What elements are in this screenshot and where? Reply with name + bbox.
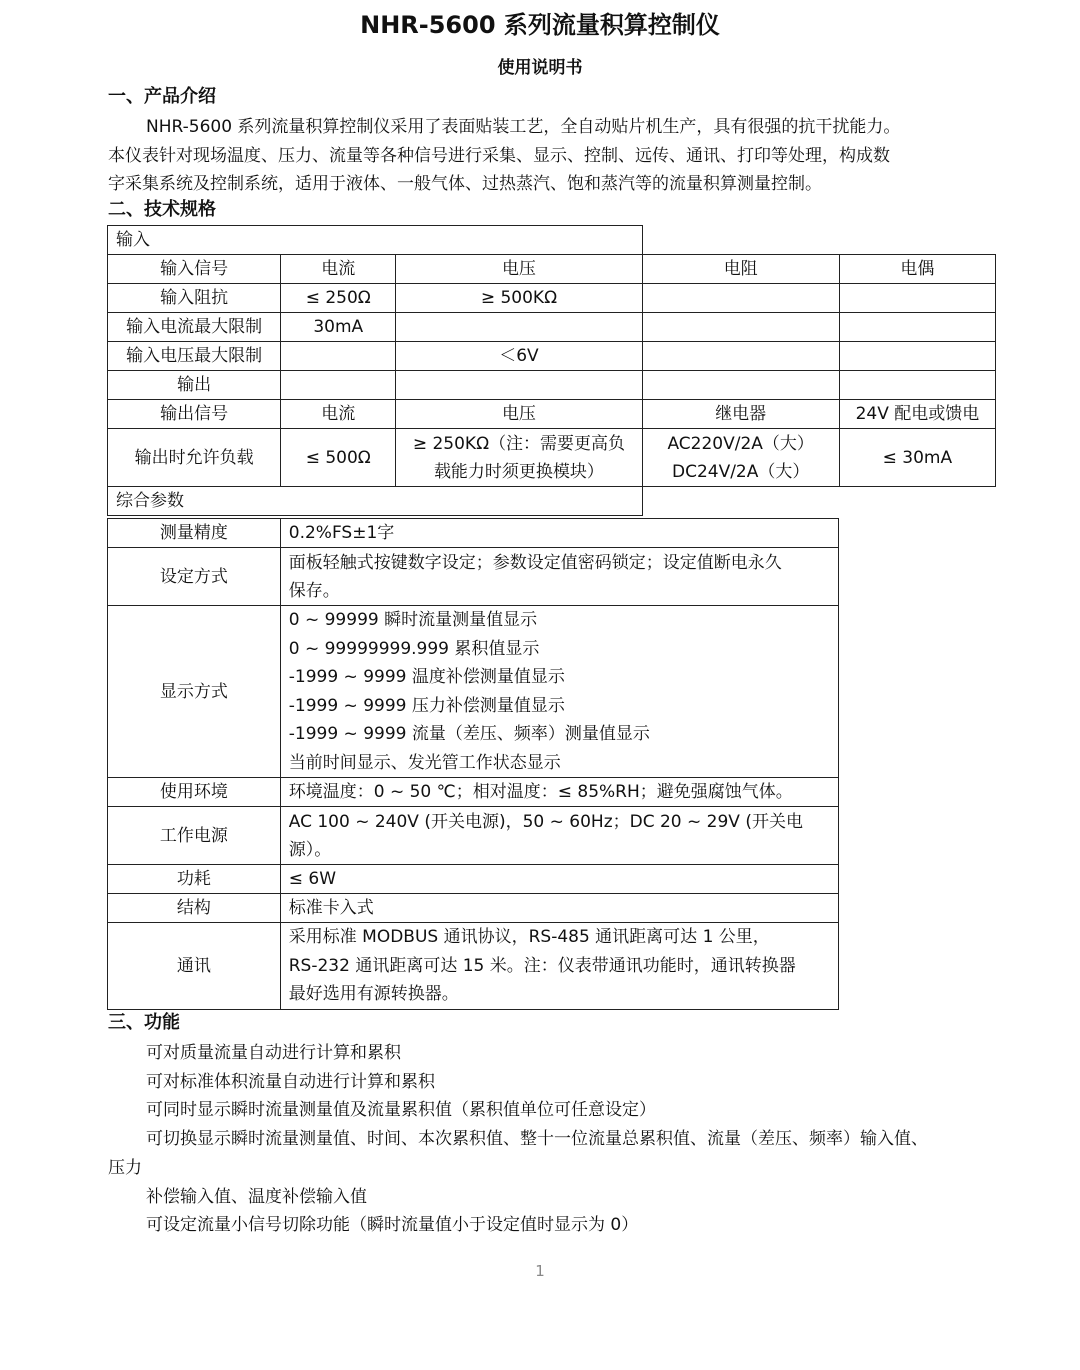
- table-row: [108, 778, 839, 807]
- table-cell: 电流: [281, 400, 396, 429]
- table-row: [108, 313, 996, 342]
- io-spec-table: [107, 225, 996, 516]
- table-cell: 0.2%FS±1字: [280, 519, 838, 548]
- table-cell: AC 100 ~ 240V (开关电源)，50 ~ 60Hz；DC 20 ~ 29V (开关电 源）。: [280, 807, 838, 865]
- table-row: [108, 519, 839, 548]
- section-heading-spec: 二、技术规格: [108, 199, 216, 220]
- section-heading-intro: 一、产品介绍: [108, 86, 216, 107]
- table-row: [108, 865, 839, 894]
- table-cell: 输入阻抗: [108, 284, 281, 313]
- table-cell: ≤ 250Ω: [281, 284, 396, 313]
- table-cell: 通讯: [108, 923, 281, 1010]
- table-cell: ≤ 500Ω: [281, 429, 396, 487]
- table-cell: ≤ 30mA: [839, 429, 995, 487]
- table-cell: 结构: [108, 894, 281, 923]
- input-label: 输入: [108, 226, 643, 255]
- table-cell: 设定方式: [108, 548, 281, 606]
- table-cell: 环境温度：0 ~ 50 ℃；相对温度：≤ 85%RH；避免强腐蚀气体。: [280, 778, 838, 807]
- document-title: NHR-5600 系列流量积算控制仪: [360, 11, 720, 39]
- table-row: [108, 894, 839, 923]
- table-cell: 24V 配电或馈电: [839, 400, 995, 429]
- table-cell: 电阻: [642, 255, 839, 284]
- output-label: 输出: [108, 371, 281, 400]
- section-heading-functions: 三、功能: [108, 1012, 180, 1033]
- function-item: 补偿输入值、温度补偿输入值: [146, 1186, 367, 1207]
- table-cell: 显示方式: [108, 606, 281, 778]
- function-item: 可切换显示瞬时流量测量值、时间、本次累积值、整十一位流量总累积值、流量（差压、频率）输入值、: [146, 1129, 928, 1150]
- functions-list: [108, 1039, 998, 1240]
- table-cell: 输入电流最大限制: [108, 313, 281, 342]
- table-row: [108, 342, 996, 371]
- table-cell: 输出信号: [108, 400, 281, 429]
- table-cell: 继电器: [642, 400, 839, 429]
- table-cell: 工作电源: [108, 807, 281, 865]
- page-number: 1: [535, 1262, 545, 1280]
- table-row: [108, 255, 996, 284]
- function-item: 可对标准体积流量自动进行计算和累积: [146, 1071, 435, 1092]
- table-cell: 测量精度: [108, 519, 281, 548]
- table-cell: 输出时允许负载: [108, 429, 281, 487]
- table-cell: 电压: [396, 255, 642, 284]
- table-cell: 30mA: [281, 313, 396, 342]
- table-row: [108, 606, 839, 778]
- function-item: 可设定流量小信号切除功能（瞬时流量值小于设定值时显示为 0）: [146, 1215, 639, 1236]
- table-cell: 使用环境: [108, 778, 281, 807]
- table-cell: 标准卡入式: [280, 894, 838, 923]
- table-cell: 功耗: [108, 865, 281, 894]
- table-cell: AC220V/2A（大） DC24V/2A（大）: [642, 429, 839, 487]
- table-cell: 面板轻触式按键数字设定；参数设定值密码锁定；设定值断电永久 保存。: [280, 548, 838, 606]
- table-row: [108, 429, 996, 487]
- table-cell: 0 ~ 99999 瞬时流量测量值显示 0 ~ 99999999.999 累积值显示 -1999 ~ 9999 温度补偿测量值显示 -1999 ~ 9999 压力补偿测量值显示 -1999 ~ 9999 流量（差压、频率）测量值显示 当前时间显示、发光管工作状态显示: [280, 606, 838, 778]
- intro-paragraph: [108, 113, 988, 199]
- function-item: 压力: [108, 1157, 142, 1178]
- function-item: 可同时显示瞬时流量测量值及流量累积值（累积值单位可任意设定）: [146, 1100, 656, 1121]
- table-cell: 输入信号: [108, 255, 281, 284]
- intro-line: NHR-5600 系列流量积算控制仪采用了表面贴装工艺，全自动贴片机生产，具有很强的抗干扰能力。: [146, 117, 901, 137]
- table-cell: 电偶: [839, 255, 995, 284]
- table-row: [108, 923, 839, 1010]
- table-row: [108, 548, 839, 606]
- table-cell: ＜6V: [396, 342, 642, 371]
- table-cell: 采用标准 MODBUS 通讯协议，RS-485 通讯距离可达 1 公里， RS-232 通讯距离可达 15 米。注：仪表带通讯功能时，通讯转换器 最好选用有源转换器。: [280, 923, 838, 1010]
- intro-line: 字采集系统及控制系统，适用于液体、一般气体、过热蒸汽、饱和蒸汽等的流量积算测量控制。: [108, 174, 822, 194]
- table-row: [108, 284, 996, 313]
- table-cell: ≥ 500KΩ: [396, 284, 642, 313]
- table-cell: ≤ 6W: [280, 865, 838, 894]
- general-spec-table: [107, 518, 839, 1010]
- intro-line: 本仪表针对现场温度、压力、流量等各种信号进行采集、显示、控制、远传、通讯、打印等处理，构成数: [108, 145, 890, 166]
- table-row: [108, 400, 996, 429]
- table-cell: 电流: [281, 255, 396, 284]
- table-row: [108, 487, 996, 516]
- function-item: 可对质量流量自动进行计算和累积: [146, 1043, 401, 1063]
- table-cell: ≥ 250KΩ（注：需要更高负 载能力时须更换模块）: [396, 429, 642, 487]
- table-row: [108, 371, 996, 400]
- table-cell: 输入电压最大限制: [108, 342, 281, 371]
- document-subtitle: 使用说明书: [497, 58, 583, 78]
- table-row: [108, 807, 839, 865]
- table-row: [108, 226, 996, 255]
- general-label: 综合参数: [108, 487, 643, 516]
- table-cell: 电压: [396, 400, 642, 429]
